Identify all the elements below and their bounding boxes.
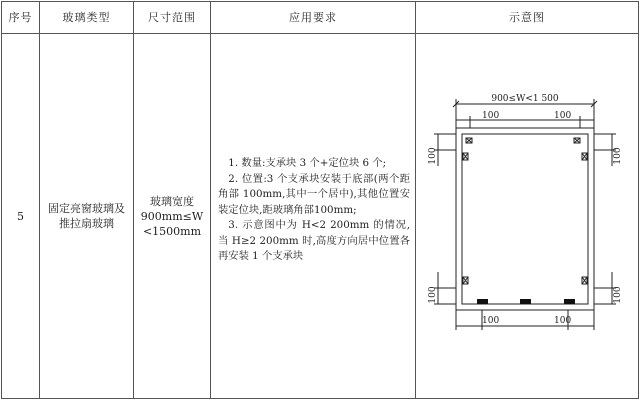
spec-table: [1, 1, 639, 399]
dim-label: 100: [613, 147, 623, 165]
width-label: 900≤W<1 500: [491, 94, 559, 104]
dim-label: 100: [428, 147, 438, 165]
glass-inner-frame: [462, 134, 588, 304]
support-block: [477, 299, 488, 304]
locating-blocks: [463, 138, 587, 284]
size-line: 玻璃宽度: [150, 194, 194, 208]
requirement-text: [218, 156, 410, 265]
table-border-right: [638, 1, 639, 399]
dim-label: 100: [613, 286, 623, 304]
table-border-bottom: [1, 398, 639, 399]
size-line: <1500mm: [142, 224, 202, 238]
dim-label: 100: [482, 111, 500, 121]
header-no: 序号: [8, 11, 33, 24]
header-requirement: 应用要求: [289, 11, 337, 24]
glass-block-diagram: [416, 34, 638, 398]
dim-label: 100: [482, 316, 500, 326]
support-block: [564, 299, 575, 304]
requirement-item: 1. 数量:支承块 3 个+定位块 6 个;: [228, 157, 387, 169]
glass-type-cell: [40, 34, 133, 398]
header-diagram: 示意图: [509, 11, 545, 24]
header-size-range: 尺寸范围: [148, 11, 196, 24]
column-divider: [210, 1, 211, 399]
requirement-item: 3. 示意图中为 H<2 200mm 的情况,当 H≥2 200mm 时,高度方向居中位置各再安装 1 个支承块: [218, 219, 410, 262]
row-number: 5: [17, 209, 24, 223]
glass-type-line: 固定亮窗玻璃及: [48, 202, 125, 215]
glass-type-line: 推拉扇玻璃: [59, 217, 114, 230]
support-block: [520, 299, 531, 304]
dim-label: 100: [554, 316, 572, 326]
support-blocks: [477, 299, 575, 304]
requirement-item: 2. 位置:3 个支承块安装于底部(两个距角部 100mm,其中一个居中),其他位置安装定位块,距玻璃角部100mm;: [218, 172, 410, 216]
dim-label: 100: [554, 111, 572, 121]
dim-label: 100: [428, 286, 438, 304]
glass-outer-frame: [456, 128, 594, 310]
header-glass-type: 玻璃类型: [62, 11, 111, 24]
size-range-cell: [134, 34, 210, 398]
size-line: 900mm≤W: [140, 209, 204, 223]
